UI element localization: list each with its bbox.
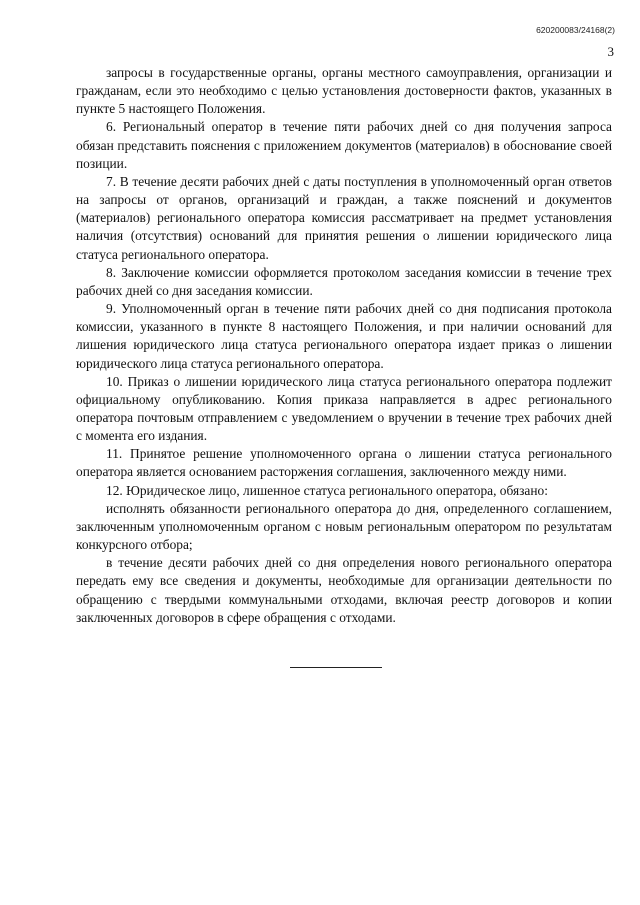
paragraph-12: 12. Юридическое лицо, лишенное статуса регионального оператора, обязано: (106, 482, 548, 498)
paragraph-12-item-1: исполнять обязанности регионального оператора до дня, определенного соглашением, заключенным уполномоченным органом с новым региональным оператором по результатам конкурсного отбора; (76, 500, 612, 553)
document-code: 620200083/24168(2) (536, 25, 615, 35)
end-of-document-rule (290, 667, 382, 668)
paragraph-continuation: запросы в государственные органы, органы местного самоуправления, организации и гражданам, если это необходимо с целью установления достоверности фактов, указанных в пункте 5 настоящего Положения. (76, 65, 612, 117)
paragraph-7: 7. В течение десяти рабочих дней с даты поступления в уполномоченный орган ответов на запросы от органов, организаций и граждан, а также пояснений и документов (материалов) регионального оператора комиссия рассматривает на предмет установления наличия (отсутствия) оснований для принятия решения о лишении юридического лица статуса регионального оператора. (76, 173, 612, 262)
paragraph-8: 8. Заключение комиссии оформляется протоколом заседания комиссии в течение трех рабочих дней со дня заседания комиссии. (76, 264, 612, 298)
page-number: 3 (607, 44, 614, 59)
paragraph-6: 6. Региональный оператор в течение пяти рабочих дней со дня получения запроса обязан представить пояснения с приложением документов (материалов) в обоснование своей позиции. (76, 119, 612, 171)
paragraph-12-item-2: в течение десяти рабочих дней со дня определения нового регионального оператора передать ему все сведения и документы, необходимые для организации деятельности по обращению с твердыми коммунальными отходами, включая реестр договоров и копии заключенных договоров в сфере обращения с отходами. (76, 555, 612, 625)
paragraph-9: 9. Уполномоченный орган в течение пяти рабочих дней со дня подписания протокола комиссии, указанного в пункте 8 настоящего Положения, и при наличии оснований для лишения юридического лица статуса регионального оператора издает приказ о лишении юридического лица статуса регионального оператора. (76, 301, 612, 371)
paragraph-11: 11. Принятое решение уполномоченного органа о лишении статуса регионального оператора является основанием расторжения соглашения, заключенного между ними. (76, 446, 612, 480)
document-body (76, 64, 612, 627)
paragraph-10: 10. Приказ о лишении юридического лица статуса регионального оператора подлежит официальному опубликованию. Копия приказа направляется в адрес регионального оператора почтовым отправлением с уведомлением о вручении в течение трех рабочих дней с момента его издания. (76, 373, 612, 444)
